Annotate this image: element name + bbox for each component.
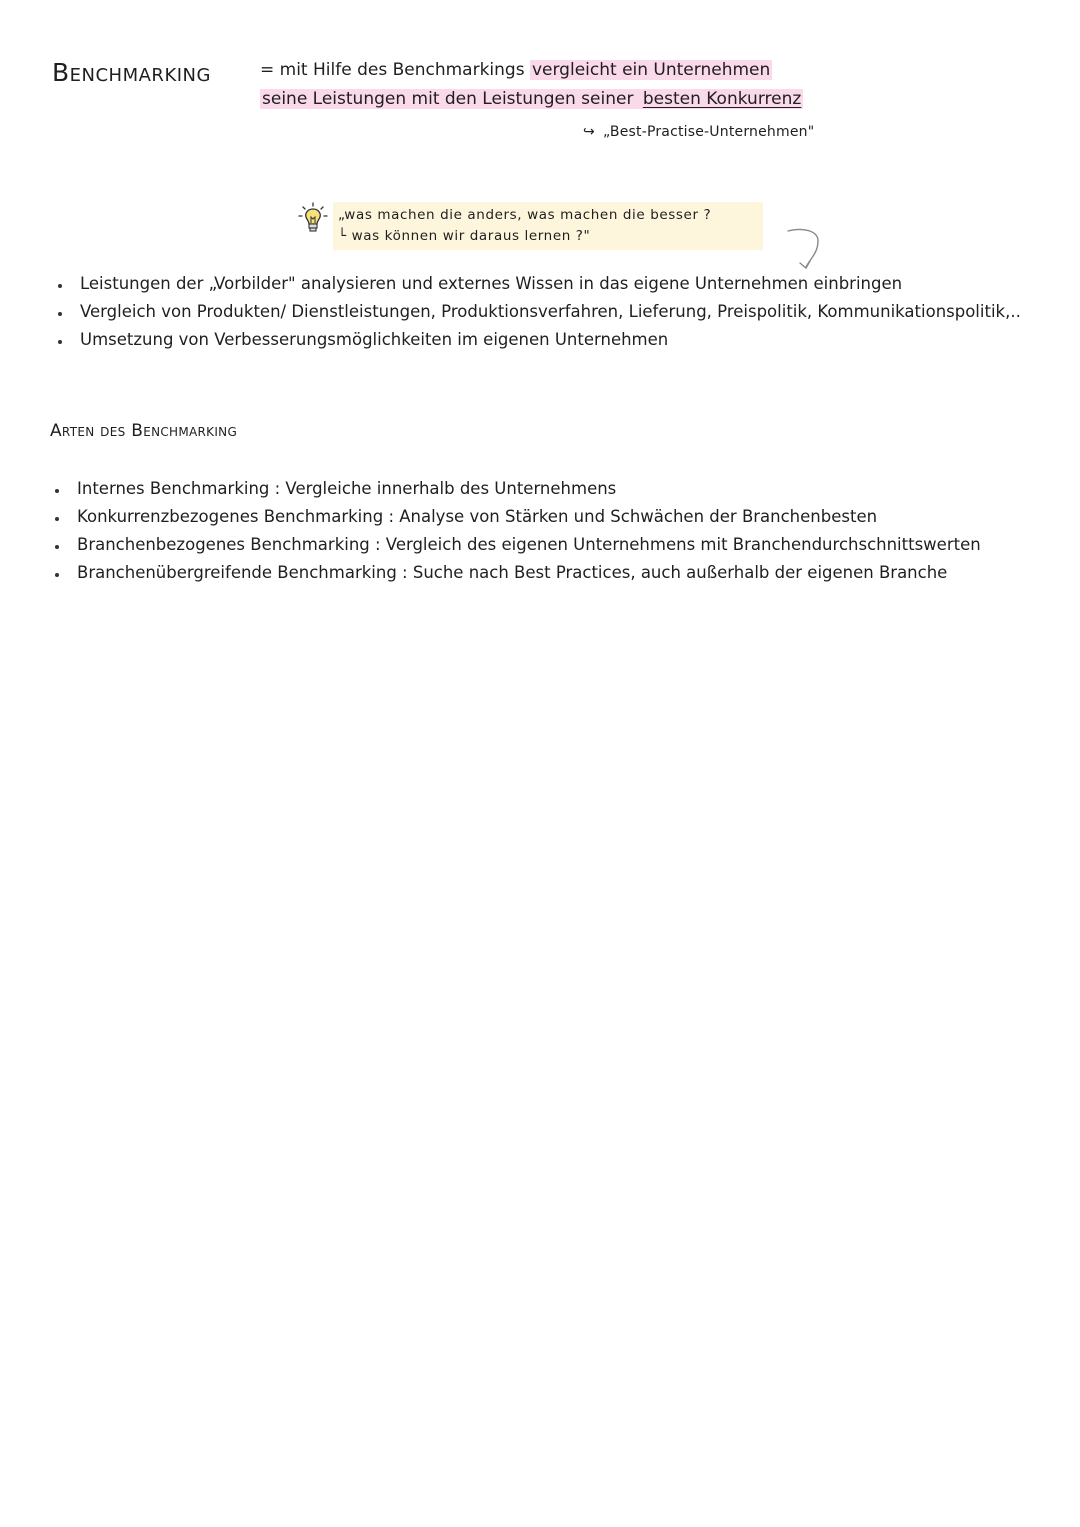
list-item — [0, 272, 1021, 300]
list-item-text: Branchenbezogenes Benchmarking : Vergleich des eigenen Unternehmens mit Branchendurchschnittswerten — [77, 535, 981, 554]
quote-line-2: └ was können wir daraus lernen ?" — [338, 228, 591, 244]
definition-highlight: vergleicht ein Unternehmen — [531, 60, 771, 80]
curved-arrow-icon — [784, 225, 824, 273]
list-item — [0, 505, 981, 533]
list-item — [0, 328, 1021, 356]
best-practise-text: „Best-Practise-Unternehmen" — [602, 124, 815, 140]
bullet — [55, 573, 59, 577]
hook-arrow-icon: ↪ — [583, 124, 595, 140]
quote-line-1: „was machen die anders, was machen die besser ? — [338, 207, 712, 223]
list-item-text: Leistungen der „Vorbilder" analysieren und externes Wissen in das eigene Unternehmen einbringen — [80, 274, 903, 293]
bullet — [55, 489, 59, 493]
list-item — [0, 533, 981, 561]
definition-underlined: besten Konkurrenz — [642, 89, 802, 109]
list-item-text: Internes Benchmarking : Vergleiche innerhalb des Unternehmens — [77, 479, 617, 498]
list-item-text: Umsetzung von Verbesserungsmöglichkeiten im eigenen Unternehmen — [80, 330, 669, 349]
definition-line-1 — [260, 60, 772, 80]
bullet — [58, 284, 62, 288]
bullet — [55, 517, 59, 521]
definition-line-2 — [260, 89, 803, 109]
page-title: Benchmarking — [52, 58, 211, 87]
types-list — [0, 477, 981, 589]
list-item-text: Branchenübergreifende Benchmarking : Suche nach Best Practices, auch außerhalb der eigenen Branche — [77, 563, 948, 582]
definition-highlight: seine Leistungen mit den Leistungen seiner — [262, 89, 639, 109]
list-item — [0, 477, 981, 505]
list-item-text: Vergleich von Produkten/ Dienstleistungen, Produktionsverfahren, Lieferung, Preispolitik, Kommunikationspolitik,.. — [80, 302, 1021, 321]
section-heading: Arten des Benchmarking — [50, 421, 238, 441]
bullet — [58, 340, 62, 344]
bullet — [55, 545, 59, 549]
list-item — [0, 561, 981, 589]
bullet — [58, 312, 62, 316]
best-practise-note — [583, 124, 814, 140]
list-item-text: Konkurrenzbezogenes Benchmarking : Analyse von Stärken und Schwächen der Branchenbesten — [77, 507, 878, 526]
definition-text: = mit Hilfe des Benchmarkings — [260, 60, 530, 80]
key-points-list — [0, 272, 1021, 356]
lightbulb-icon — [298, 202, 328, 236]
list-item — [0, 300, 1021, 328]
